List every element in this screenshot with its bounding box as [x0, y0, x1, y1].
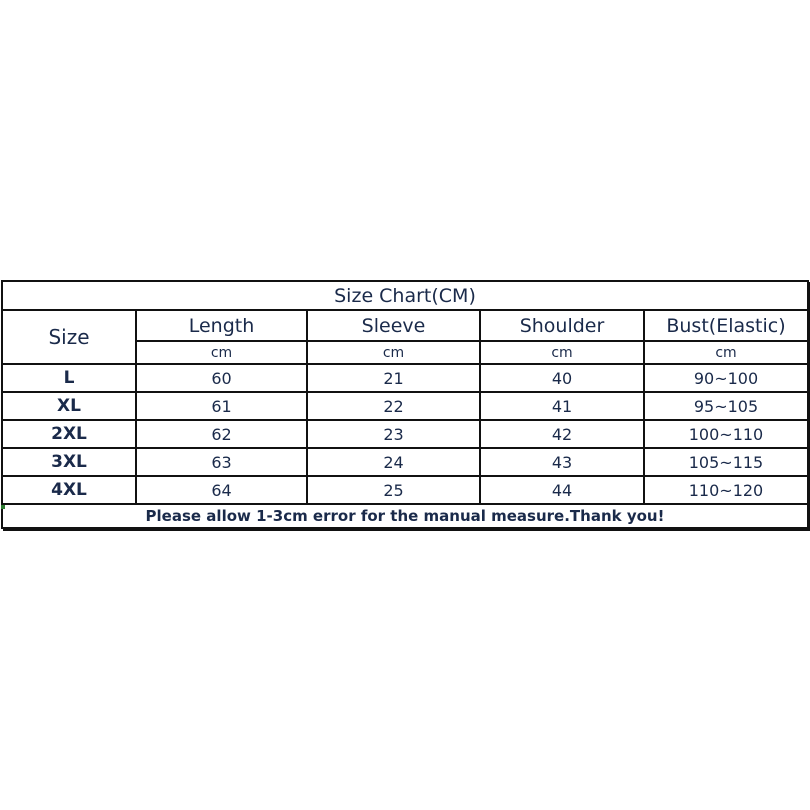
size-cell: L	[2, 364, 136, 392]
size-cell: 4XL	[2, 476, 136, 504]
value-cell: 22	[307, 392, 480, 420]
unit-shoulder: cm	[480, 341, 644, 364]
value-cell: 25	[307, 476, 480, 504]
column-header-bust: Bust(Elastic)	[644, 310, 808, 341]
value-cell: 110~120	[644, 476, 808, 504]
size-column-header: Size	[2, 310, 136, 364]
value-cell: 41	[480, 392, 644, 420]
column-header-shoulder: Shoulder	[480, 310, 644, 341]
size-chart-table	[1, 280, 809, 529]
value-cell: 23	[307, 420, 480, 448]
table-row	[2, 420, 808, 448]
corner-mark	[1, 505, 5, 509]
value-cell: 60	[136, 364, 307, 392]
value-cell: 40	[480, 364, 644, 392]
column-header-sleeve: Sleeve	[307, 310, 480, 341]
value-cell: 100~110	[644, 420, 808, 448]
value-cell: 61	[136, 392, 307, 420]
value-cell: 64	[136, 476, 307, 504]
value-cell: 43	[480, 448, 644, 476]
unit-bust: cm	[644, 341, 808, 364]
value-cell: 95~105	[644, 392, 808, 420]
value-cell: 63	[136, 448, 307, 476]
size-cell: 3XL	[2, 448, 136, 476]
value-cell: 42	[480, 420, 644, 448]
chart-title: Size Chart(CM)	[2, 281, 808, 310]
table-row	[2, 448, 808, 476]
size-cell: XL	[2, 392, 136, 420]
value-cell: 90~100	[644, 364, 808, 392]
column-header-length: Length	[136, 310, 307, 341]
measurement-note: Please allow 1-3cm error for the manual measure.Thank you!	[2, 504, 808, 528]
value-cell: 105~115	[644, 448, 808, 476]
unit-sleeve: cm	[307, 341, 480, 364]
size-cell: 2XL	[2, 420, 136, 448]
table-row	[2, 364, 808, 392]
table-row	[2, 476, 808, 504]
value-cell: 62	[136, 420, 307, 448]
value-cell: 21	[307, 364, 480, 392]
value-cell: 24	[307, 448, 480, 476]
unit-length: cm	[136, 341, 307, 364]
size-chart	[0, 280, 810, 531]
table-row	[2, 392, 808, 420]
value-cell: 44	[480, 476, 644, 504]
